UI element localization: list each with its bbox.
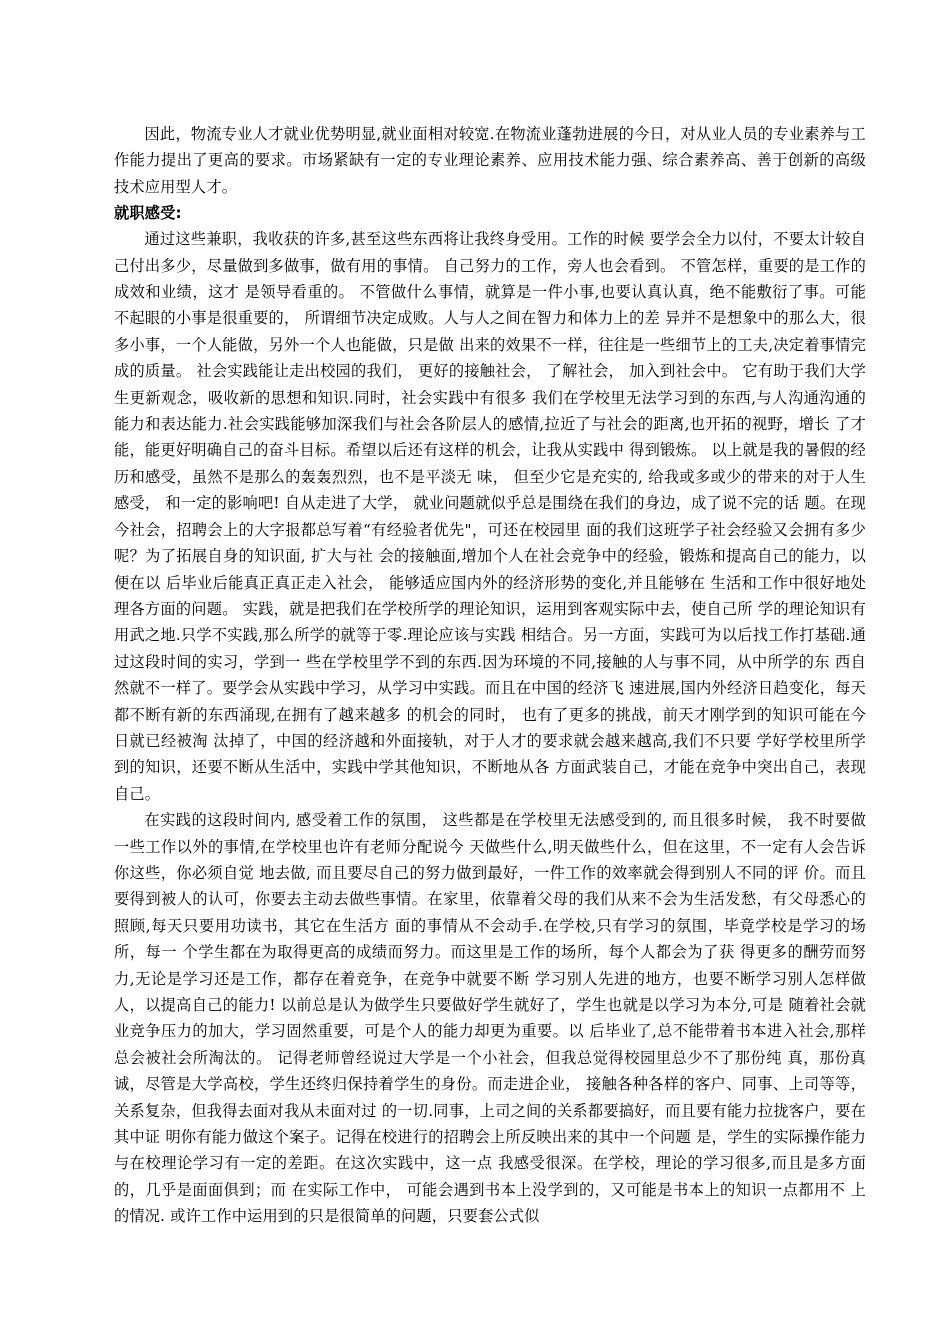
- body-paragraph-2: 在实践的这段时间内, 感受着工作的氛围， 这些都是在学校里无法感受到的, 而且很多时候， 我不时要做一些工作以外的事情,在学校里也许有老师分配说今 天做些什么,明天做些什么，但在这里，不一定有人会告诉你这些，你必须自觉 地去做, 而且要尽自己的努力做到最好，一件工作的效率就会得到别人不同的评 价。而且要得到被人的认可，你要去主动去做些事情。在家里，依靠着父母的我们从来不会为生活发愁，有父母悉心的照顾,每天只要用功读书，其它在生活方 面的事情从不会动手.在学校,只有学习的氛围，毕竟学校是学习的场所，每一 个学生都在为取得更高的成绩而努力。而这里是工作的场所，每个人都会为了获 得更多的酬劳而努力,无论是学习还是工作，都存在着竞争，在竞争中就要不断 学习别人先进的地方，也要不断学习别人怎样做人，以提高自己的能力! 以前总是认为做学生只要做好学生就好了，学生也就是以学习为本分,可是 随着社会就业竞争压力的加大，学习固然重要，可是个人的能力却更为重要。以 后毕业了,总不能带着书本进入社会,那样总会被社会所淘汰的。 记得老师曾经说过大学是一个小社会，但我总觉得校园里总少不了那份纯 真，那份真诚，尽管是大学高校，学生还终归保持着学生的身份。而走进企业， 接触各种各样的客户、同事、上司等等，关系复杂，但我得去面对我从未面对过 的一切.同事，上司之间的关系都要搞好，而且要有能力拉拢客户，要在其中证 明你有能力做这个案子。记得在校进行的招聘会上所反映出来的其中一个问题 是，学生的实际操作能力与在校理论学习有一定的差距。在这次实践中，这一点 我感受很深。在学校，理论的学习很多,而且是多方面的，几乎是面面俱到；而 在实际工作中， 可能会遇到书本上没学到的，又可能是书本上的知识一点都用不 上的情况. 或许工作中运用到的只是很简单的问题，只要套公式似: [114, 811, 866, 1226]
- document-body: [114, 121, 866, 1230]
- body-paragraph-1: 通过这些兼职，我收获的许多,甚至这些东西将让我终身受用。工作的时候 要学会全力以付，不要太计较自己付出多少，尽量做到多做事，做有用的事情。 自己努力的工作，旁人也会看到。 不管怎样，重要的是工作的成效和业绩，这才 是领导看重的。 不管做什么事情，就算是一件小事,也要认真认真，绝不能敷衍了事。可能 不起眼的小事是很重要的， 所谓细节决定成败。人与人之间在智力和体力上的差 异并不是想象中的那么大，很多小事，一个人能做，另外一个人也能做，只是做 出来的效果不一样，往往是一些细节上的工夫,决定着事情完成的质量。 社会实践能让走出校园的我们， 更好的接触社会， 了解社会， 加入到社会中。 它有助于我们大学生更新观念，吸收新的思想和知识.同时，社会实践中有很多 我们在学校里无法学习到的东西,与人沟通沟通的能力和表达能力.社会实践能够加深我们与社会各阶层人的感情,拉近了与社会的距离,也开拓的视野，增长 了才能，能更好明确自己的奋斗目标。希望以后还有这样的机会，让我从实践中 得到锻炼。 以上就是我的暑假的经历和感受，虽然不是那么的轰轰烈烈，也不是平淡无 味， 但至少它是充实的, 给我或多或少的带来的对于人生感受， 和一定的影响吧! 自从走进了大学， 就业问题就似乎总是围绕在我们的身边，成了说不完的话 题。在现今社会，招聘会上的大字报都总写着“有经验者优先"，可还在校园里 面的我们这班学子社会经验又会拥有多少呢？为了拓展自身的知识面, 扩大与社 会的接触面,增加个人在社会竞争中的经验，锻炼和提高自己的能力，以便在以 后毕业后能真正真正走入社会， 能够适应国内外的经济形势的变化,并且能够在 生活和工作中很好地处理各方面的问题。 实践，就是把我们在学校所学的理论知识，运用到客观实际中去，使自己所 学的理论知识有用武之地.只学不实践,那么所学的就等于零.理论应该与实践 相结合。另一方面，实践可为以后找工作打基础.通过这段时间的实习，学到一 些在学校里学不到的东西.因为环境的不同,接触的人与事不同，从中所学的东 西自然就不一样了。要学会从实践中学习，从学习中实践。而且在中国的经济飞 速进展,国内外经济日趋变化，每天都不断有新的东西涌现,在拥有了越来越多 的机会的同时， 也有了更多的挑战，前天才刚学到的知识可能在今日就已经被淘 汰掉了，中国的经济越和外面接轨，对于人才的要求就会越来越高,我们不只要 学好学校里所学到的知识，还要不断从生活中，实践中学其他知识，不断地从各 方面武装自己，才能在竞争中突出自己，表现自己。: [114, 230, 866, 803]
- intro-paragraph: 因此，物流专业人才就业优势明显,就业面相对较宽.在物流业蓬勃进展的今日，对从业人员的专业素养与工作能力提出了更高的要求。市场紧缺有一定的专业理论素养、应用技术能力强、综合素养高、善于创新的高级技术应用型人才。: [114, 125, 866, 196]
- section-heading: 就职感受:: [114, 204, 182, 223]
